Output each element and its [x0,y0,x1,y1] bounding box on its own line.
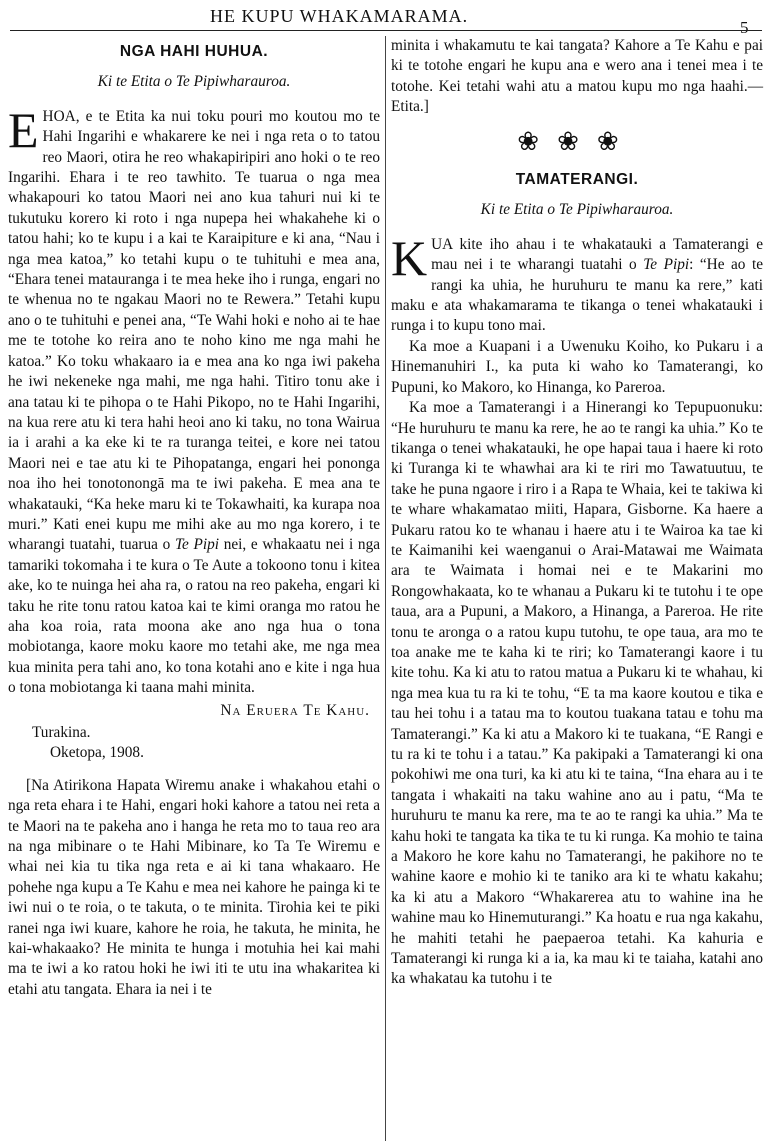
tamaterangi-para-2: Ka moe a Kuapani i a Uwenuku Koiho, ko Pukaru i a Hinemanuhiri I., ka puta ki waho ko Tamaterangi, ko Pupuni, ko Makoro, ko Hinanga, ko Pareroa. [391,337,763,396]
page-header [0,0,772,37]
tamaterangi-para-3: Ka moe a Tamaterangi i a Hinerangi ko Tepupuonuku: “He huruhuru te manu ka rere, he ao te rangi ka uhia.” Ko te tikanga o tenei whakatauki, he ope hapai taua i haere ki roto ki Turanga ki te whawhai ara ki te riri mo Tawatuutuu, te take he puna ngaore i riro i a Rapa te Whaia, kei te takiwa ki te whare whakamatao miiti, Hapara, Gisborne. Ka haere a Pukaru ratou ko te whanau i haere atu i te Wairoa ka tae ki te Kaimanihi kei waenganui o Arai-Matawai me Waimata ara te Waimata i homai nei e te Makarini mo Rongowhakaata, ko te whanau a Pukaru ki te tutohu i te ope taua, ara a Pupuni, a Makoro, a Hinanga, a Pareroa. He rite tonu te aronga o a ratou kupu tutohu, te ope taua, ara mo te toa anake me te kaha ki te riri; ko Tamaterangi kaore i tu kite tohu. Ka ki atu to ratou matua a Pukaru ki te whahau, ki nga mea kua tu ra ki te tohu, “E ta ma kaore koutou e tika e tau hei tohu i a tatau ma to koutou tuakana tatau e tohu ma Tamaterangi.” Ka ki atu a Makoro ki te tuakana, “E Rangi e tu ra ki te tohu i a tatau.” Ka pakipaki a Tamaterangi ki ona pokohiwi me ona turi, ka ki atu ki te taina, “Ina ehara au i te tangata i whakaiti na taku wahine ano au i patu, “Ma te huruhuru te manu ka rere, ma te ao te rangi ka uhia.” Ma te kahu hoki te tangata ka tika te tu ki runga. Ka mohio te taina a Makoro he kore kahu no Tamaterangi, he pakihore no te wahine kaore e mohio ki te taniko ara ki te whatu kakahu; ka ki atu a Makoro “Whakarerea atu to wahine ina he wahine mau ko Hinemuturangi.” Ka hoatu e rua nga kakahu, he mahiti tetahi he paepaeroa tetahi. Ka kahuria e Tamaterangi ki runga ki a ia, ka mau ki te taiaha, katahi ano ka whakatau ka tutohu i te [391,399,763,988]
publication-name-2: Te Pipi [643,256,690,274]
article-subtitle-2: Ki te Etita o Te Pipiwharauroa. [480,201,674,219]
tamaterangi-para-1 [391,229,763,337]
editor-note-continued: minita i whakamutu te kai tangata? Kahore a Te Kahu e pai ki te totohe engari he kupu ana e wero ana i tenei mea i te totohe. Kei tetahi wahi atu a matou kupu mo nga haahi.—Etita.] [391,37,763,116]
letter-text: HOA, e te Etita ka nui toku pouri mo koutou mo te Hahi Ingarihi e whakarere ke nei i nga reta o to tatou reo Maori, otira he reo whakapiripiri ano hoki o te reo Ingarihi. Ehara i te reo tawhito. Te tuarua o nga mea whakapouri ko tatou Maori nei ano kua tahuri nui ki te tukutuku korero ki roto i nga nupepa hei whakahehe ki o tatou hahi; ko te kupu i a kai te Karaipiture e ki ana, “Nau i nga mea katoa,” ko tetahi kupu o te tuhituhi e mea ana, “Ehara tenei matauranga i te mea heke iho i runga, engari no te whenua no te ngakau Maori no te Rewera.” Tetahi kupu ano o te tuhituhi e penei ana, “Te Wahi hoki e noho ai te hae me te totohe ko reira ano te noho kino me nga mahi he katoa.” Ko toku whakaaro ia e mea ana ko nga iwi pakeha he iwi nekeneke nga mahi, me nga hahi. Titiro tonu ake i ana tatau ki te pihopa o te Hahi Pikopo, no te Hahi Ingarihi, na kua rere atu ki tera hahi heoi ano ki taku, no tona Wairua ia i arahi a ka eke ki te ra turanga teitei, e kore nei tatou Maori nei e tae atu ki te Pihopatanga, engari hei pononga noa iho hei tonotonongā ma te iwi pakeha. E mea ana te whakatauki, “Ka heke maru ki te Tokawhaiti, ka kurapa noa muri.” Kati enei kupu me mihi ake au mo nga korero, i te wharangi tuatahi, tuarua o [8,107,380,554]
drop-cap-k: K [391,229,428,286]
ornament-row [391,126,763,156]
flower-ornament-icon: ❀ [596,126,637,156]
running-title: HE KUPU WHAKAMARAMA. [210,6,469,26]
flower-ornament-icon: ❀ [557,126,597,156]
letter-body [8,101,381,699]
article-title-tamaterangi: TAMATERANGI. [515,171,639,189]
page-number: 5 [740,18,749,37]
flower-ornament-icon: ❀ [517,126,558,156]
drop-cap-e: E [8,101,39,158]
letter-place: Turakina. [32,724,91,741]
publication-name: Te Pipi [174,536,220,554]
article-title-nga-hahi-huhua: NGA HAHI HUHUA. [119,43,269,60]
para-text: UA kite iho ahau i te whakatauki a Tamaterangi e mau nei i te wharangi tuatahi o [431,235,763,274]
para-text-cont: : “He ao te rangi ka uhia, he huruhuru te manu ka rere,” kati maku e ata whakamarama te tikanga o tenei whakatauki i runga i to kupu tono mai. [391,256,763,335]
column-divider [385,36,386,1141]
left-column [8,36,380,1000]
letter-date: Oketopa, 1908. [50,744,144,762]
letter-signature: Na Eruera Te Kahu. [220,701,370,719]
header-rule [10,30,762,31]
article-subtitle: Ki te Etita o Te Pipiwharauroa. [97,73,291,91]
editor-note: [Na Atirikona Hapata Wiremu anake i whakahou etahi o nga reta ehara i te Hahi, engari hoki kahore a tatou nei reta a te Maori na te pakeha ano i hanga he reta mo to taua reo ara na nga mibinare o te Hahi Mibinare, ko Ta Te Wiremu e whai nei kia tu tika nga reta e ai ki tana whakaaro. He pohehe nga kupu a Te Kahu e mea nei kahore he painga ki te iwi nui o te roia, o te takuta, o te minita. Tirohia kei te piki ranei nga iwi kuare, kahore he roia, he takuta, he minita, he kai-whakaako? He minita te hunga i motuhia hei kai mahi ma te iwi a ko ratou hoki he iwi iti te utu ina whakaritea ki etahi atu tangata. Ehara ia nei i te [8,776,381,998]
right-column [391,36,763,990]
letter-text-cont: nei, e whakaatu nei i nga tamariki tokomaha i te kura o Te Aute a tokoono tonu i kitea ake, ko te nuinga hei aha ra, o ratou na reo pakeha, engari ki taku he rite tonu ratou katoa kai te kimi oranga mo ratou he aha koa roia, rata moona ake ano nga hua o tona mobiotanga, kaore moku kaore mo tetahi ake, me nga mea kua minita pera tahi ano, ko tona kotahi ano e kite i nga hua o tona mobiotanga ki taana mahi minita. [8,536,381,697]
